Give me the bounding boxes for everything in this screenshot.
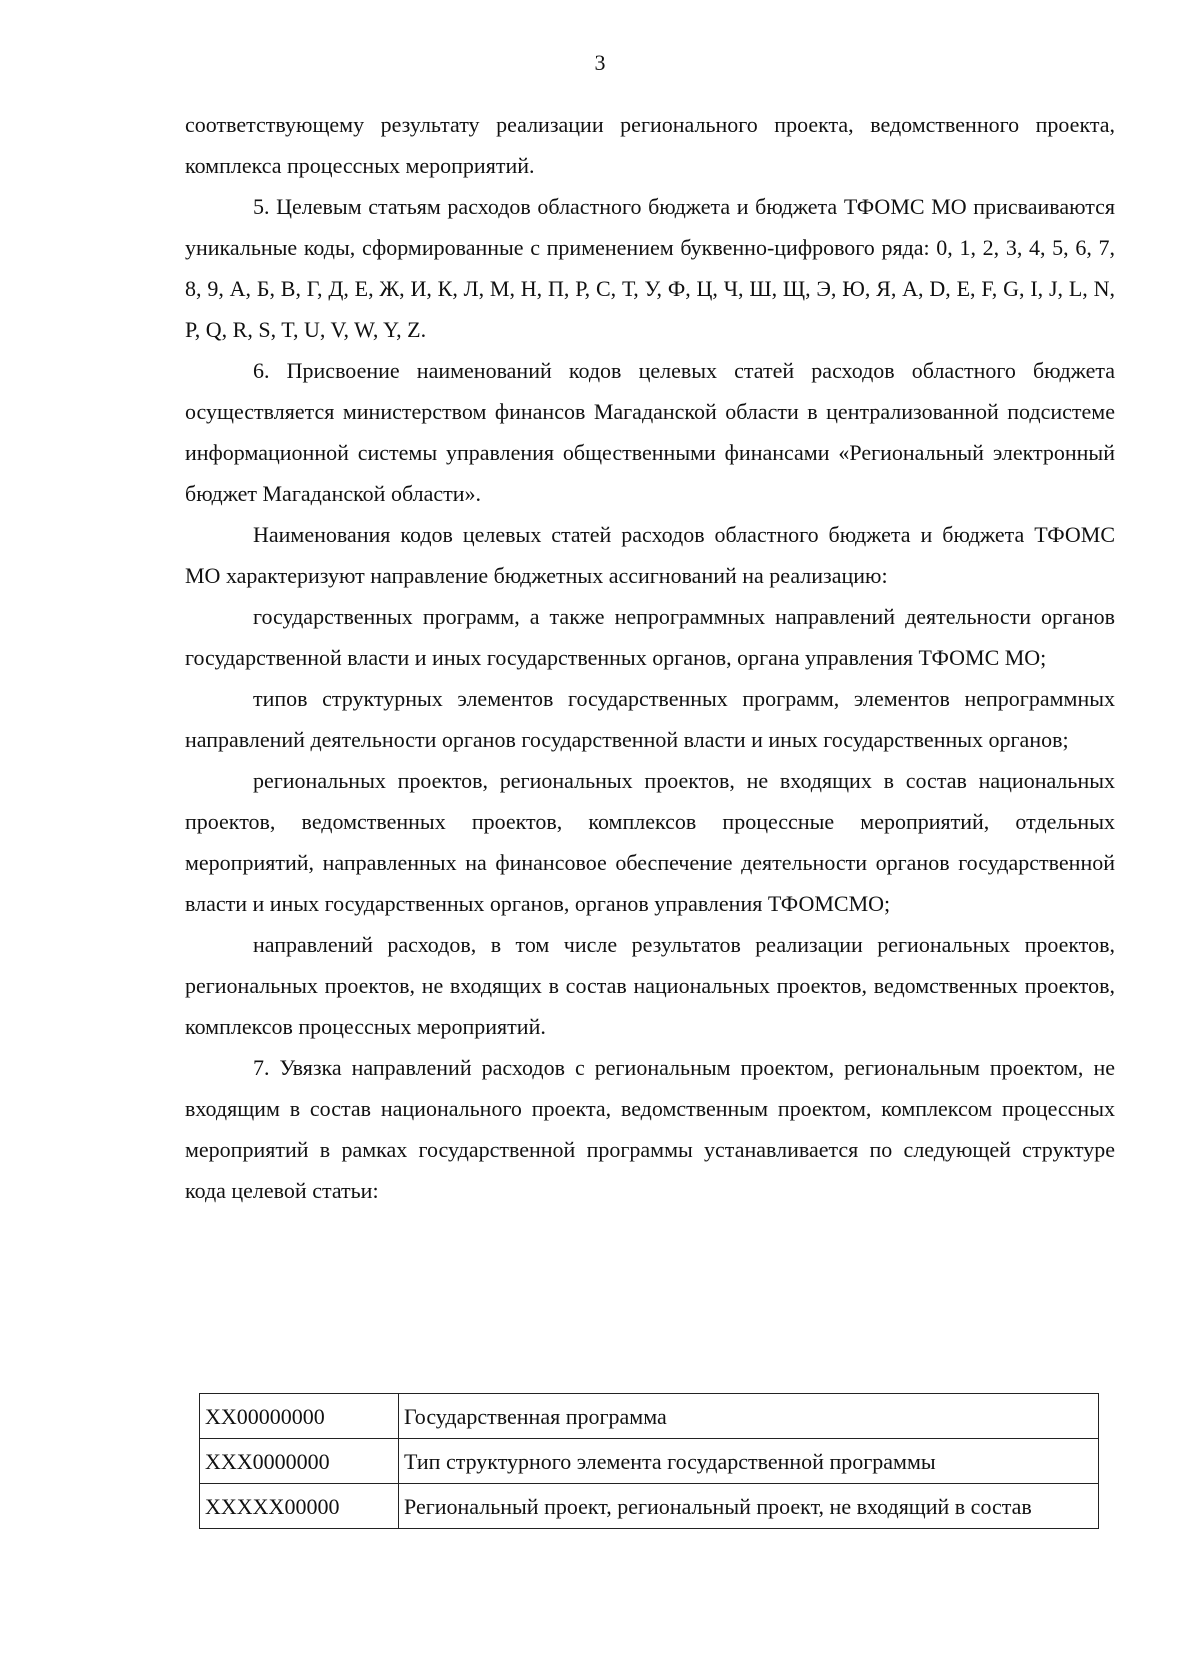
description-cell: Региональный проект, региональный проект, не входящий в состав (399, 1484, 1099, 1529)
paragraph-list-structural-types: типов структурных элементов государственных программ, элементов непрограммных направлений деятельности органов государственной власти и иных государственных органов; (185, 686, 1115, 752)
paragraph-list-programs: государственных программ, а также непрограммных направлений деятельности органов государственной власти и иных государственных органов, органа управления ТФОМС МО; (185, 604, 1115, 670)
code-structure-table (199, 1393, 1099, 1529)
code-cell: XXX0000000 (200, 1439, 399, 1484)
paragraph-item-7: 7. Увязка направлений расходов с региональным проектом, региональным проектом, не входящим в состав национального проекта, ведомственным проектом, комплексом процессных мероприятий в рамках государственной программы устанавливается по следующей структуре кода целевой статьи: (185, 1055, 1115, 1203)
paragraph-item-5: 5. Целевым статьям расходов областного бюджета и бюджета ТФОМС МО присваиваются уникальные коды, сформированные с применением буквенно-цифрового ряда: 0, 1, 2, 3, 4, 5, 6, 7, 8, 9, А, Б, В, Г, Д, Е, Ж, И, К, Л, М, Н, П, Р, С, Т, У, Ф, Ц, Ч, Ш, Щ, Э, Ю, Я, A, D, E, F, G, I, J, L, N, P, Q, R, S, T, U, V, W, Y, Z. (185, 194, 1115, 342)
paragraph-list-expense-directions: направлений расходов, в том числе результатов реализации региональных проектов, региональных проектов, не входящих в состав национальных проектов, ведомственных проектов, комплексов процессных мероприятий. (185, 932, 1115, 1039)
table-row (200, 1394, 1099, 1439)
code-cell: XX00000000 (200, 1394, 399, 1439)
page-number: 3 (594, 50, 606, 75)
paragraph-list-regional-projects: региональных проектов, региональных проектов, не входящих в состав национальных проектов, ведомственных проектов, комплексов процессные мероприятий, отдельных мероприятий, направленных на финансовое обеспечение деятельности органов государственной власти и иных государственных органов, органов управления ТФОМСМО; (185, 768, 1115, 916)
code-cell: XXXXX00000 (200, 1484, 399, 1529)
description-cell: Тип структурного элемента государственной программы (399, 1439, 1099, 1484)
description-cell: Государственная программа (399, 1394, 1099, 1439)
table-row (200, 1439, 1099, 1484)
paragraph-code-names-intro: Наименования кодов целевых статей расходов областного бюджета и бюджета ТФОМС МО характеризуют направление бюджетных ассигнований на реализацию: (185, 522, 1115, 588)
table-row (200, 1484, 1099, 1529)
paragraph-continuation: соответствующему результату реализации регионального проекта, ведомственного проекта, комплекса процессных мероприятий. (185, 112, 1115, 178)
paragraph-item-6: 6. Присвоение наименований кодов целевых статей расходов областного бюджета осуществляется министерством финансов Магаданской области в централизованной подсистеме информационной системы управления общественными финансами «Региональный электронный бюджет Магаданской области». (185, 358, 1115, 506)
document-body (185, 104, 1115, 1211)
